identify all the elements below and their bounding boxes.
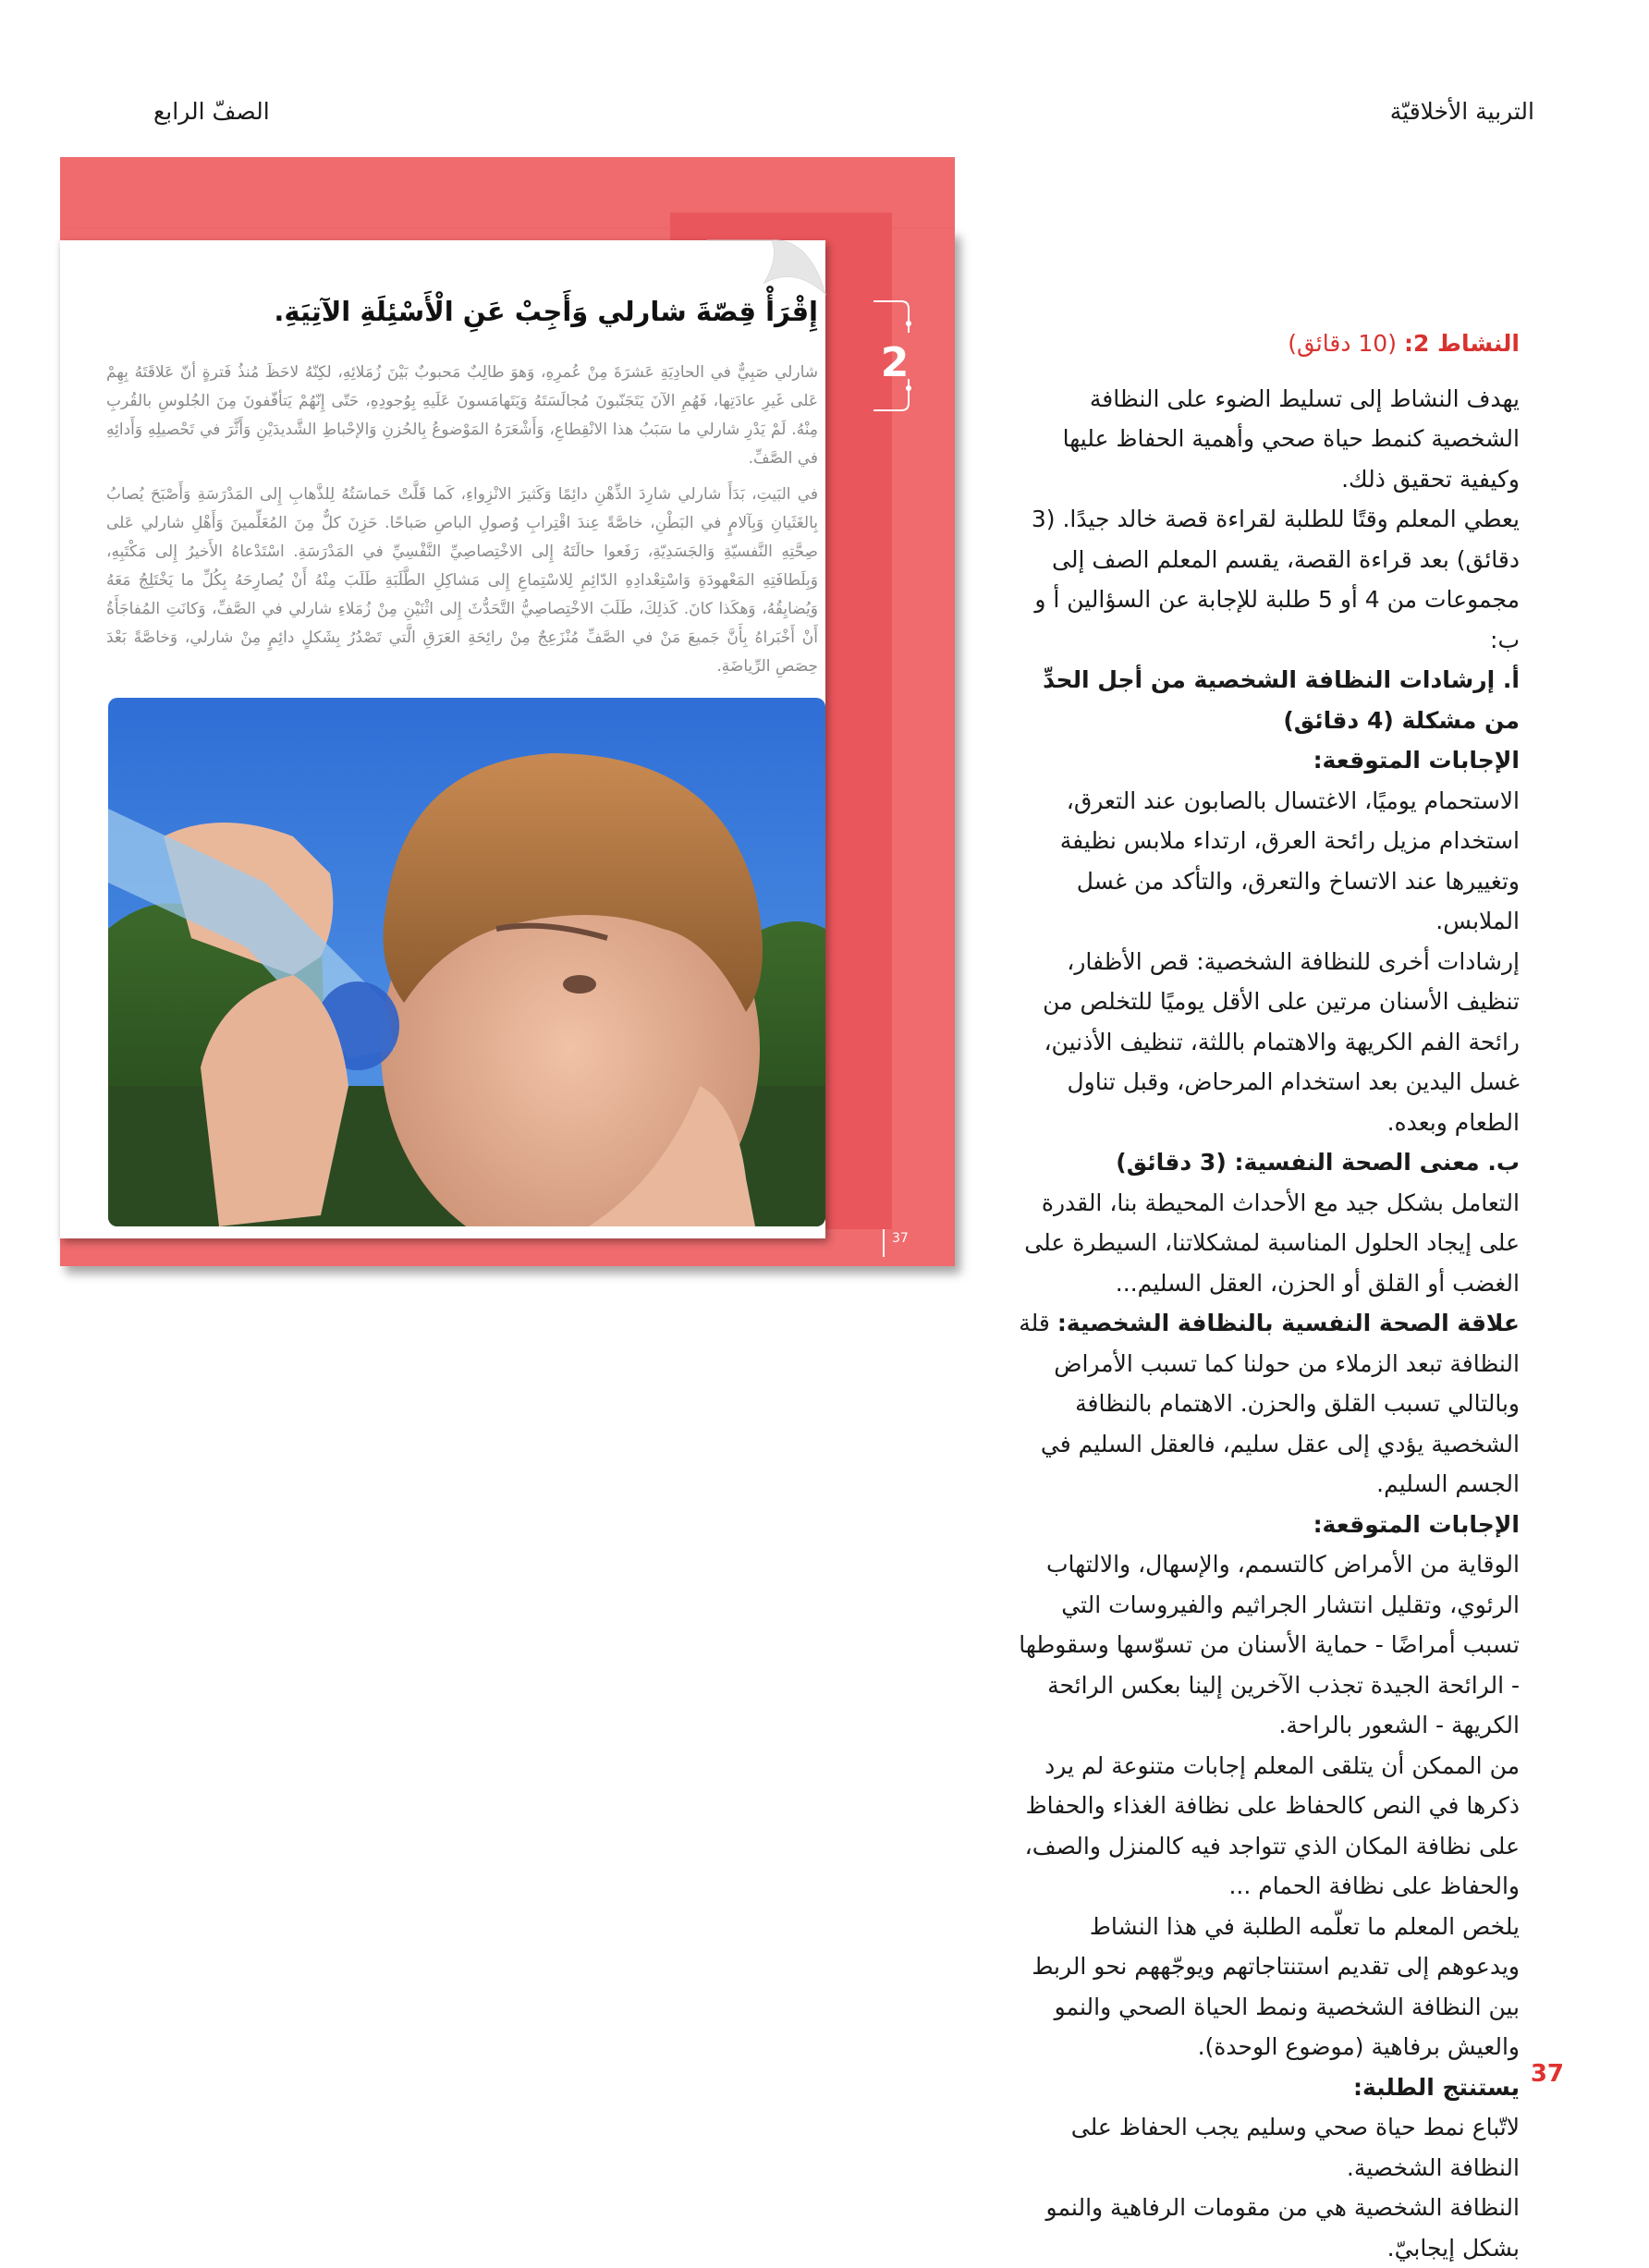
- book-page-divider: [883, 1229, 885, 1257]
- book-page-number: 37: [892, 1231, 909, 1246]
- relation-label: علاقة الصحة النفسية بالنظافة الشخصية:: [1057, 1310, 1520, 1336]
- reading-instructions: يعطي المعلم وقتًا للطلبة لقراءة قصة خالد جيدًا. (3 دقائق) بعد قراءة القصة، يقسم المعلم الصف إلى مجموعات من 4 أو 5 طلبة للإجابة عن السؤالين أ و ب:: [1031, 506, 1520, 653]
- conclude-label: يستنتج الطلبة:: [1352, 2073, 1520, 2101]
- story-paragraph-1: شارلي صَبِيٌّ في الحادِيَةِ عَشرَةَ مِنْ عُمرِهِ، وَهوَ طالِبٌ مَحبوبٌ بَيْنَ زُمَلائِهِ، لكِنّهُ لاحَظَ مُنذُ فَترةٍ أنّ عَلاقَتَهُ بِهِمْ عَلى غَيرِ عادَتِها، فَهُمِ الآنَ يَتَجَنّبونَ مُجالَسَتَهُ وَيَتَهامَسونَ عَلَيهِ بِوُجودِهِ، حَتّى إِنّهُمْ يَتأفّفونَ مِنَ الجُلوسِ بالقُربِ مِنْهُ. لَمْ يَدْرِ شارلي ما سَبَبُ هذا الانْقِطاعِ، وَأَشْعَرَهُ المَوْضوعُ بِالحُزنِ وَالإحْباطِ الشَّديدَيْنِ وَأَثَّرَ في تَحْصيلِهِ وَأَدائِهِ في الصَّفِّ.: [106, 363, 818, 468]
- student-book-inset: [60, 157, 955, 1275]
- question-a: أ. إرشادات النظافة الشخصية من أجل الحدِّ من مشكلة (4 دقائق): [1043, 666, 1520, 734]
- activity-duration: (10 دقائق): [1288, 330, 1397, 357]
- story-paragraph-2: في البَيتِ، بَدَأَ شارلي شارِدَ الذِّهْنِ دائِمًا وَكَثيرَ الانْزِواءِ، كَما قَلَّتْ حَماسَتُهُ لِلذَّهابِ إِلى المَدْرَسَةِ وَأَصْبَحَ يُصابُ بِالغَثَيانِ وَبِآلامٍ في البَطْنِ، خاصَّةً عِندَ اقْتِرابِ وُصولِ الباصِ صَباحًا. حَزِنَ كلٌّ مِنَ المُعَلِّمينَ وَأَهْلِ شارلي عَلى صِحَّتِهِ النَّفسيّةِ وَالجَسَدِيّةِ، رَفَعوا حالَتَهُ إِلى الاخْتِصاصِيِّ النَّفْسِيِّ في المَدْرَسَةِ. اسْتَدْعاهُ الأَخيرُ إِلى مَكْتَبِهِ، وَبِلَطافَتِهِ المَعْهودَةِ وَاسْتِعْدادِهِ الدّائِمِ لِلاسْتِماعِ إِلى مَشاكِلِ الطَّلَبَةِ طَلَبَ مِنْهُ أَنْ يُصارِحَهُ بِكُلِّ ما يَخْتَلِجُ مَعَهُ وَيُضايِقُهُ، وَهكَذا كانَ. كَذلِكَ، طَلَبَ الاخْتِصاصِيُّ التَّحَدُّثَ إِلى اثْنَيْنِ مِنْ زُمَلاءِ شارلي في الصَّفِّ، وَكانَتِ المُفاجَأَةُ أَنْ أَخْبَراهُ بِأَنَّ جَميعَ مَنْ في الصَّفِّ مُنْزَعِجٌ مِنْ رائِحَةِ العَرَقِ الَّتي تَصْدُرُ بِشَكلٍ دائِمٍ مِنْ شارلي، وَخاصَّةً بَعْدَ حِصَصِ الرِّياضَةِ.: [106, 485, 818, 676]
- activity-intro: يهدف النشاط إلى تسليط الضوء على النظافة الشخصية كنمط حياة صحي وأهمية الحفاظ عليها وكيفية تحقيق ذلك.: [1062, 384, 1520, 493]
- page-number: 37: [1530, 2060, 1564, 2088]
- conclusion-2: النظافة الشخصية هي من مقومات الرفاهية والنمو بشكل إيجابيّ.: [1045, 2194, 1520, 2262]
- activity-heading: [1006, 323, 1520, 364]
- expected-answers-1: الاستحمام يوميًا، الاغتسال بالصابون عند التعرق، استخدام مزيل رائحة العرق، ارتداء ملابس نظيفة وتغييرها عند الاتساخ والتعرق، والتأكد من غسل الملابس.: [1059, 786, 1520, 934]
- subject-header: التربية الأخلاقيّة: [1389, 98, 1534, 125]
- question-b-answer: التعامل بشكل جيد مع الأحداث المحيطة بنا، القدرة على إيجاد الحلول المناسبة لمشكلاتنا، السيطرة على الغضب أو القلق أو الحزن، العقل السليم...: [1024, 1189, 1520, 1297]
- expected-answers-2: الوقاية من الأمراض كالتسمم، والإسهال، والالتهاب الرئوي، وتقليل انتشار الجراثيم والفيروسات التي تسبب أمراضًا - حماية الأسنان من تسوّسها وسقوطها - الرائحة الجيدة تجذب الآخرين إلينا بعكس الرائحة الكريهة - الشعور بالراحة.: [1019, 1551, 1520, 1738]
- grade-header: الصفّ الرابع: [153, 98, 270, 125]
- teacher-guide-text: [1006, 323, 1520, 2268]
- summary-paragraph: يلخص المعلم ما تعلّمه الطلبة في هذا النشاط ويدعوهم إلى تقديم استنتاجاتهم ويوجّههم نحو الربط بين النظافة الشخصية ونمط الحياة الصحي والنمو والعيش برفاهية (موضوع الوحدة).: [1032, 1912, 1520, 2060]
- other-hygiene-tips: إرشادات أخرى للنظافة الشخصية: قص الأظفار، تنظيف الأسنان مرتين على الأقل يوميًا للتخلص من رائحة الفم الكريهة والاهتمام باللثة، تنظيف الأذنين، غسل اليدين بعد استخدام المرحاض، وقبل تناول الطعام وبعده.: [1043, 947, 1520, 1136]
- question-b: ب. معنى الصحة النفسية: (3 دقائق): [1116, 1149, 1520, 1176]
- boy-drinking-water-photo: [108, 698, 825, 1226]
- activity-label: النشاط 2:: [1403, 330, 1520, 357]
- expected-answers-label-2: الإجابات المتوقعة:: [1313, 1510, 1520, 1538]
- activity-number: 2: [880, 339, 910, 386]
- possible-answers: من الممكن أن يتلقى المعلم إجابات متنوعة لم يرد ذكرها في النص كالحفاظ على نظافة الغذاء والحفاظ على نظافة المكان الذي تتواجد فيه كالمنزل والصف، والحفاظ على نظافة الحمام ...: [1024, 1751, 1520, 1899]
- relation-text: قلة النظافة تبعد الزملاء من حولنا كما تسبب الأمراض وبالتالي تسبب القلق والحزن. الاهتمام بالنظافة الشخصية يؤدي إلى عقل سليم، فالعقل السليم في الجسم السليم.: [1019, 1310, 1520, 1497]
- book-activity-title: إِقْرَأْ قِصّةَ شارلي وَأَجِبْ عَنِ الْأَسْئِلَةِ الآتِيَةِ.: [274, 296, 818, 327]
- conclusion-1: لاتّباع نمط حياة صحي وسليم يجب الحفاظ على النظافة الشخصية.: [1070, 2114, 1520, 2181]
- relation-paragraph: [1006, 1303, 1520, 1505]
- expected-answers-label-1: الإجابات المتوقعة:: [1313, 747, 1520, 774]
